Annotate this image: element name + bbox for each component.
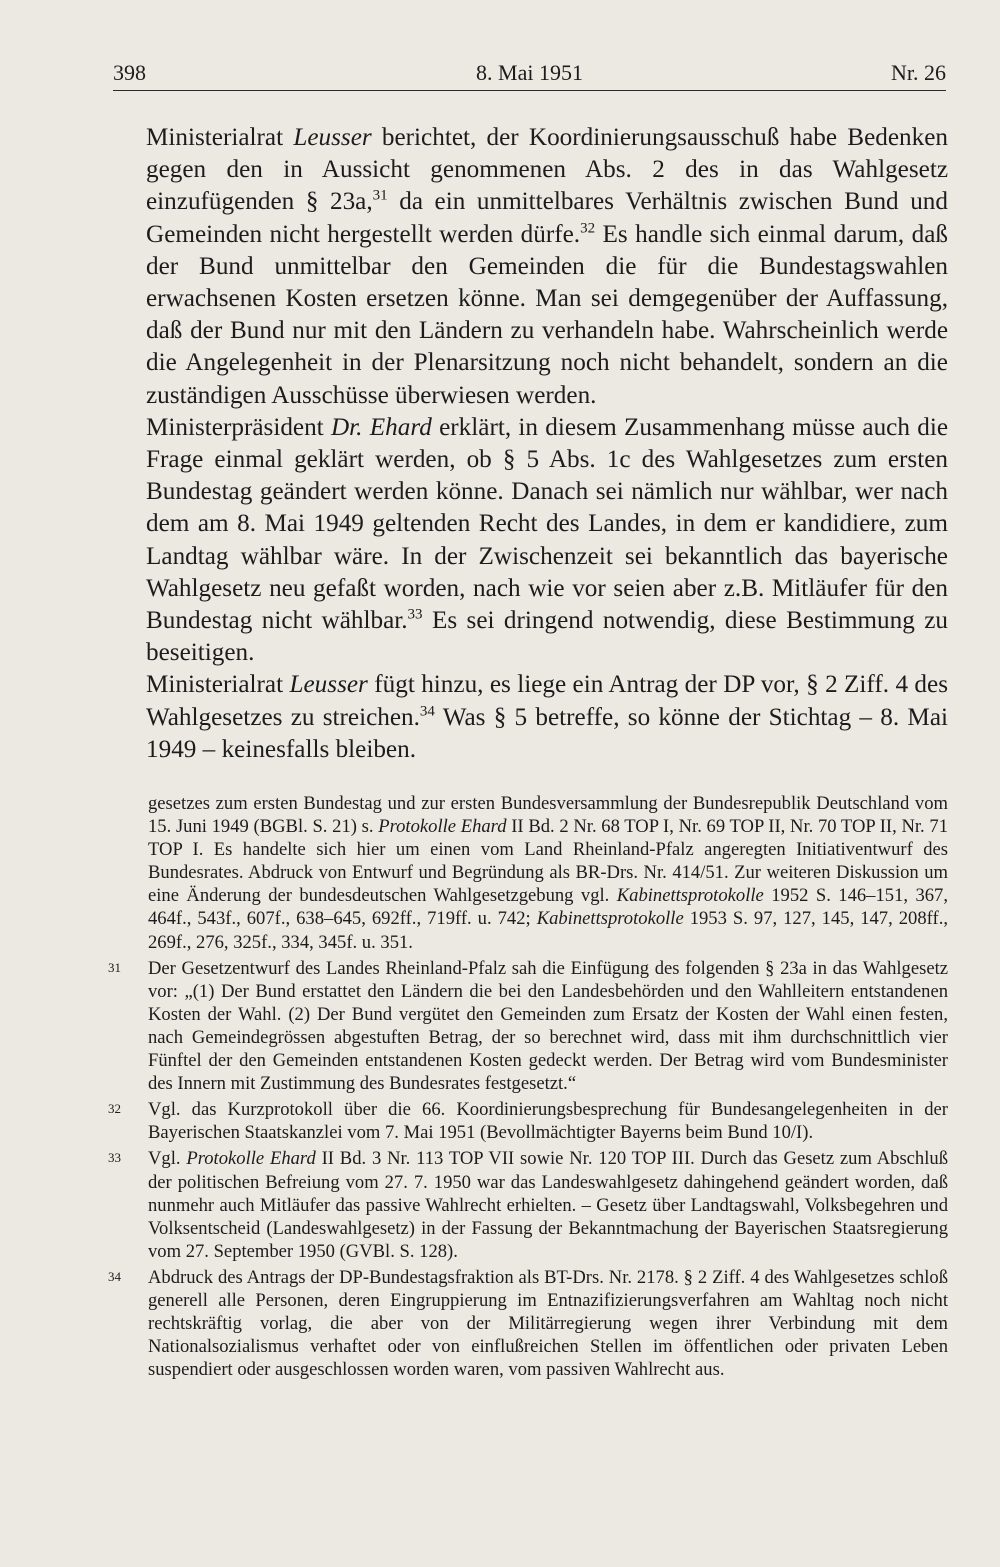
footnote-continuation	[148, 792, 948, 954]
footnote-text	[148, 1147, 948, 1262]
footnote-ref-33[interactable]: 33	[407, 606, 423, 623]
speaker-name: Leusser	[293, 124, 372, 151]
main-text	[146, 122, 948, 766]
text-run: Was § 5 betreffe, so könne der Stichtag – 8. Mai 1949 – keinesfalls bleiben.	[146, 703, 948, 763]
footnote-text: Vgl. das Kurzprotokoll über die 66. Koordinierungsbesprechung für Bundesangelegenheiten in der Bayerischen Staatskanzlei vom 7. Mai 1951 (Bevollmächtigter Bayerns beim Bund 10/I).	[148, 1099, 948, 1144]
speaker-name: Dr. Ehard	[330, 413, 432, 441]
text-run: II Bd. 2 Nr. 68 TOP I, Nr. 69 TOP II, Nr. 70 TOP II, Nr. 71 TOP I. Es handelte sich hier um einen vom Land Rheinland-Pfalz angeregten Initiativentwurf des Bundesrates. Abdruck von Entwurf und Begründung als BR-Drs. Nr. 414/51. Zur weiteren Diskussion um eine Änderung der bundesdeutschen Wahlgesetzgebung vgl.	[148, 816, 948, 907]
footnote-number: 33	[108, 1150, 121, 1166]
speaker-name: Leusser	[289, 671, 368, 699]
text-run: 1952 S. 146–151, 367, 464f., 543f., 607f., 638–645, 692ff., 719ff. u. 742;	[148, 885, 948, 930]
text-run: II Bd. 3 Nr. 113 TOP VII sowie Nr. 120 TOP III. Durch das Gesetz zum Abschluß der politischen Befreiung vom 27. 7. 1950 war das Landeswahlgesetz dahingehend geändert worden, daß nunmehr auch Mitläufer das passive Wahlrecht erhielten. – Gesetz über Landtagswahl, Volksbegehren und Volksentscheid (Landeswahlgesetz) in der Fassung der Bekanntmachung der Bayerischen Staatsregierung vom 27. September 1950 (GVBl. S. 128).	[148, 1148, 948, 1262]
footnote-number: 31	[108, 959, 121, 975]
paragraph-leusser-report	[146, 122, 948, 412]
issue-number: Nr. 26	[891, 60, 946, 85]
text-run: gesetzes zum ersten Bundestag und zur ersten Bundesversammlung der Bundesrepublik Deutschland vom 15. Juni 1949 (BGBl. S. 21) s.	[148, 793, 948, 838]
text-run: Vgl.	[148, 1148, 187, 1170]
footnote-34	[108, 1266, 948, 1381]
footnote-ref-32[interactable]: 32	[580, 220, 596, 237]
text-run: Es sei dringend notwendig, diese Bestimmung zu beseitigen.	[146, 607, 948, 667]
citation-title: Kabinettsprotokolle	[616, 885, 764, 907]
footnote-number: 34	[108, 1268, 121, 1284]
paragraph-leusser-addition	[146, 669, 948, 766]
footnote-31	[108, 957, 948, 1096]
text-run: Ministerialrat	[146, 124, 294, 151]
footnotes	[108, 792, 948, 1381]
paragraph-ehard-statement	[146, 412, 948, 670]
citation-title: Protokolle Ehard	[378, 816, 507, 838]
text-run: berichtet, der Koordinierungsausschuß habe Bedenken gegen den in Aussicht genommenen Abs. 2 des in das Wahlgesetz einzufügenden § 23a,	[146, 124, 949, 216]
running-date: 8. Mai 1951	[476, 60, 583, 85]
text-run: Es handle sich einmal darum, daß der Bund unmittelbar den Gemeinden die für die Bundestagswahlen erwachsenen Kosten ersetzen könne. Man sei demgegenüber der Auffassung, daß der Bund nur mit den Ländern zu verhandeln habe. Wahrscheinlich werde die Angelegenheit in der Plenarsitzung noch nicht behandelt, sondern an die zuständigen Ausschüsse überwiesen werden.	[146, 220, 948, 409]
text-run: da ein unmittelbares Verhältnis zwischen Bund und Gemeinden nicht hergestellt werden dürfe.	[146, 188, 948, 248]
citation-title: Kabinettsprotokolle	[536, 908, 684, 930]
footnote-32	[108, 1098, 948, 1144]
footnote-ref-31[interactable]: 31	[372, 188, 388, 205]
text-run: Ministerialrat	[146, 671, 290, 699]
footnote-33	[108, 1147, 948, 1262]
footnote-ref-34[interactable]: 34	[419, 703, 435, 720]
text-run: erklärt, in diesem Zusammenhang müsse auch die Frage einmal geklärt werden, ob § 5 Abs. 1c des Wahlgesetzes zum ersten Bundestag geändert werden könne. Danach sei nämlich nur wählbar, wer nach dem am 8. Mai 1949 geltenden Recht des Landes, in dem er kandidiere, zum Landtag wählbar wäre. In der Zwischenzeit sei bekanntlich das bayerische Wahlgesetz neu gefaßt worden, nach wie vor seien aber z.B. Mitläufer für den Bundestag nicht wählbar.	[146, 413, 948, 635]
text-run: 1953 S. 97, 127, 145, 147, 208ff., 269f., 276, 325f., 334, 345f. u. 351.	[148, 908, 948, 953]
text-run: Ministerpräsident	[146, 413, 331, 441]
footnote-number: 32	[108, 1101, 121, 1117]
footnote-text: Der Gesetzentwurf des Landes Rheinland-Pfalz sah die Einfügung des folgenden § 23a in das Wahlgesetz vor: „(1) Der Bund erstattet den Ländern die bei den Landesbehörden und den Wahlleitern entstandenen Kosten der Wahl. (2) Der Bund vergütet den Gemeinden zum Ersatz der Kosten der Wahl einen festen, nach Gemeindegrössen abgestuften Betrag, der so berechnet wird, dass mit ihm durchschnittlich vier Fünftel der den Gemeinden entstandenen Kosten gedeckt werden. Der Betrag wird vom Bundesminister des Innern mit Zustimmung des Bundesrates festgesetzt.“	[148, 957, 948, 1095]
running-head	[113, 56, 946, 91]
footnote-text: Abdruck des Antrags der DP-Bundestagsfraktion als BT-Drs. Nr. 2178. § 2 Ziff. 4 des Wahlgesetzes schloß generell alle Personen, deren Eingruppierung im Entnazifizierungsverfahren am Wahltag noch nicht rechtskräftig vorlag, die aber von der Militärregierung wegen ihrer Verbindung mit dem Nationalsozialismus verhaftet oder von einflußreichen Stellen im öffentlichen oder privaten Leben suspendiert oder ausgeschlossen worden waren, vom passiven Wahlrecht aus.	[148, 1266, 948, 1381]
text-run: fügt hinzu, es liege ein Antrag der DP vor, § 2 Ziff. 4 des Wahlgesetzes zu streichen.	[146, 671, 948, 731]
citation-title: Protokolle Ehard	[186, 1148, 316, 1170]
page-number: 398	[113, 60, 146, 85]
